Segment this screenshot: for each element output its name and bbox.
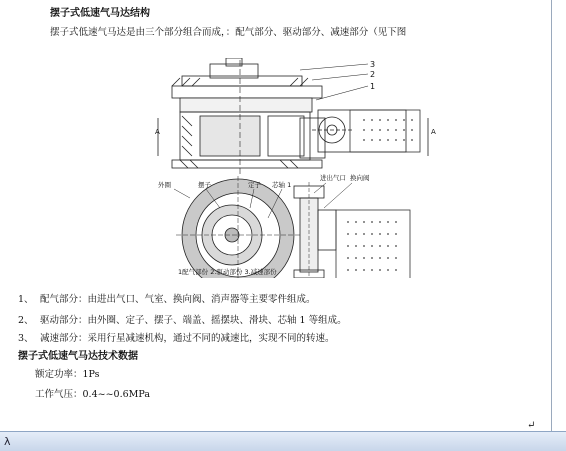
list-item-text: 减速部分：采用行星减速机构，通过不同的减速比，实现不同的转速。 (40, 333, 335, 344)
list-item-text: 配气部分：由进出气口、气室、换向阀、消声器等主要零件组成。 (40, 294, 316, 305)
status-bar (0, 431, 566, 451)
label-reversing-valve: 换向阀 (350, 174, 370, 182)
section-mark-right: A (431, 128, 436, 136)
lambda-icon[interactable]: λ (4, 435, 11, 448)
section-heading-structure: 摆子式低速气马达结构 (50, 8, 150, 19)
callout-3: 3 (370, 60, 376, 69)
label-air-port: 进出气口 (320, 174, 346, 182)
spec-rated-power: 额定功率：1Ps (35, 369, 100, 380)
motor-structure-figure (150, 58, 455, 278)
list-item-number: 3、 (18, 333, 34, 344)
label-core-shaft: 芯轴 1 (272, 181, 292, 189)
list-item-text: 驱动部分：由外圈、定子、摆子、端盖、摇摆块、滑块、芯轴 1 等组成。 (40, 315, 347, 326)
section-heading-technical-data: 摆子式低速气马达技术数据 (18, 351, 138, 362)
list-item-number: 2、 (18, 315, 34, 326)
spec-working-pressure: 工作气压：0.4~~0.6MPa (35, 389, 150, 400)
figure-caption: 1配气部份 2.驱动部份 3.减速部份 (178, 268, 277, 276)
label-swing-piece: 摆子 (198, 181, 211, 189)
lower-cross-section (176, 176, 336, 278)
list-item-number: 1、 (18, 294, 34, 305)
label-stator: 定子 (248, 181, 261, 189)
callout-2: 2 (370, 70, 376, 79)
callout-1: 1 (370, 82, 376, 91)
intro-paragraph: 摆子式低速气马达是由三个部分组合而成，：配气部分、驱动部分、减速部分（见下图 (50, 27, 407, 38)
page-edge-divider (551, 0, 552, 431)
label-outer-ring: 外圈 (158, 181, 171, 189)
paragraph-mark-icon: ↵ (527, 420, 536, 431)
section-mark-left: A (155, 128, 160, 136)
